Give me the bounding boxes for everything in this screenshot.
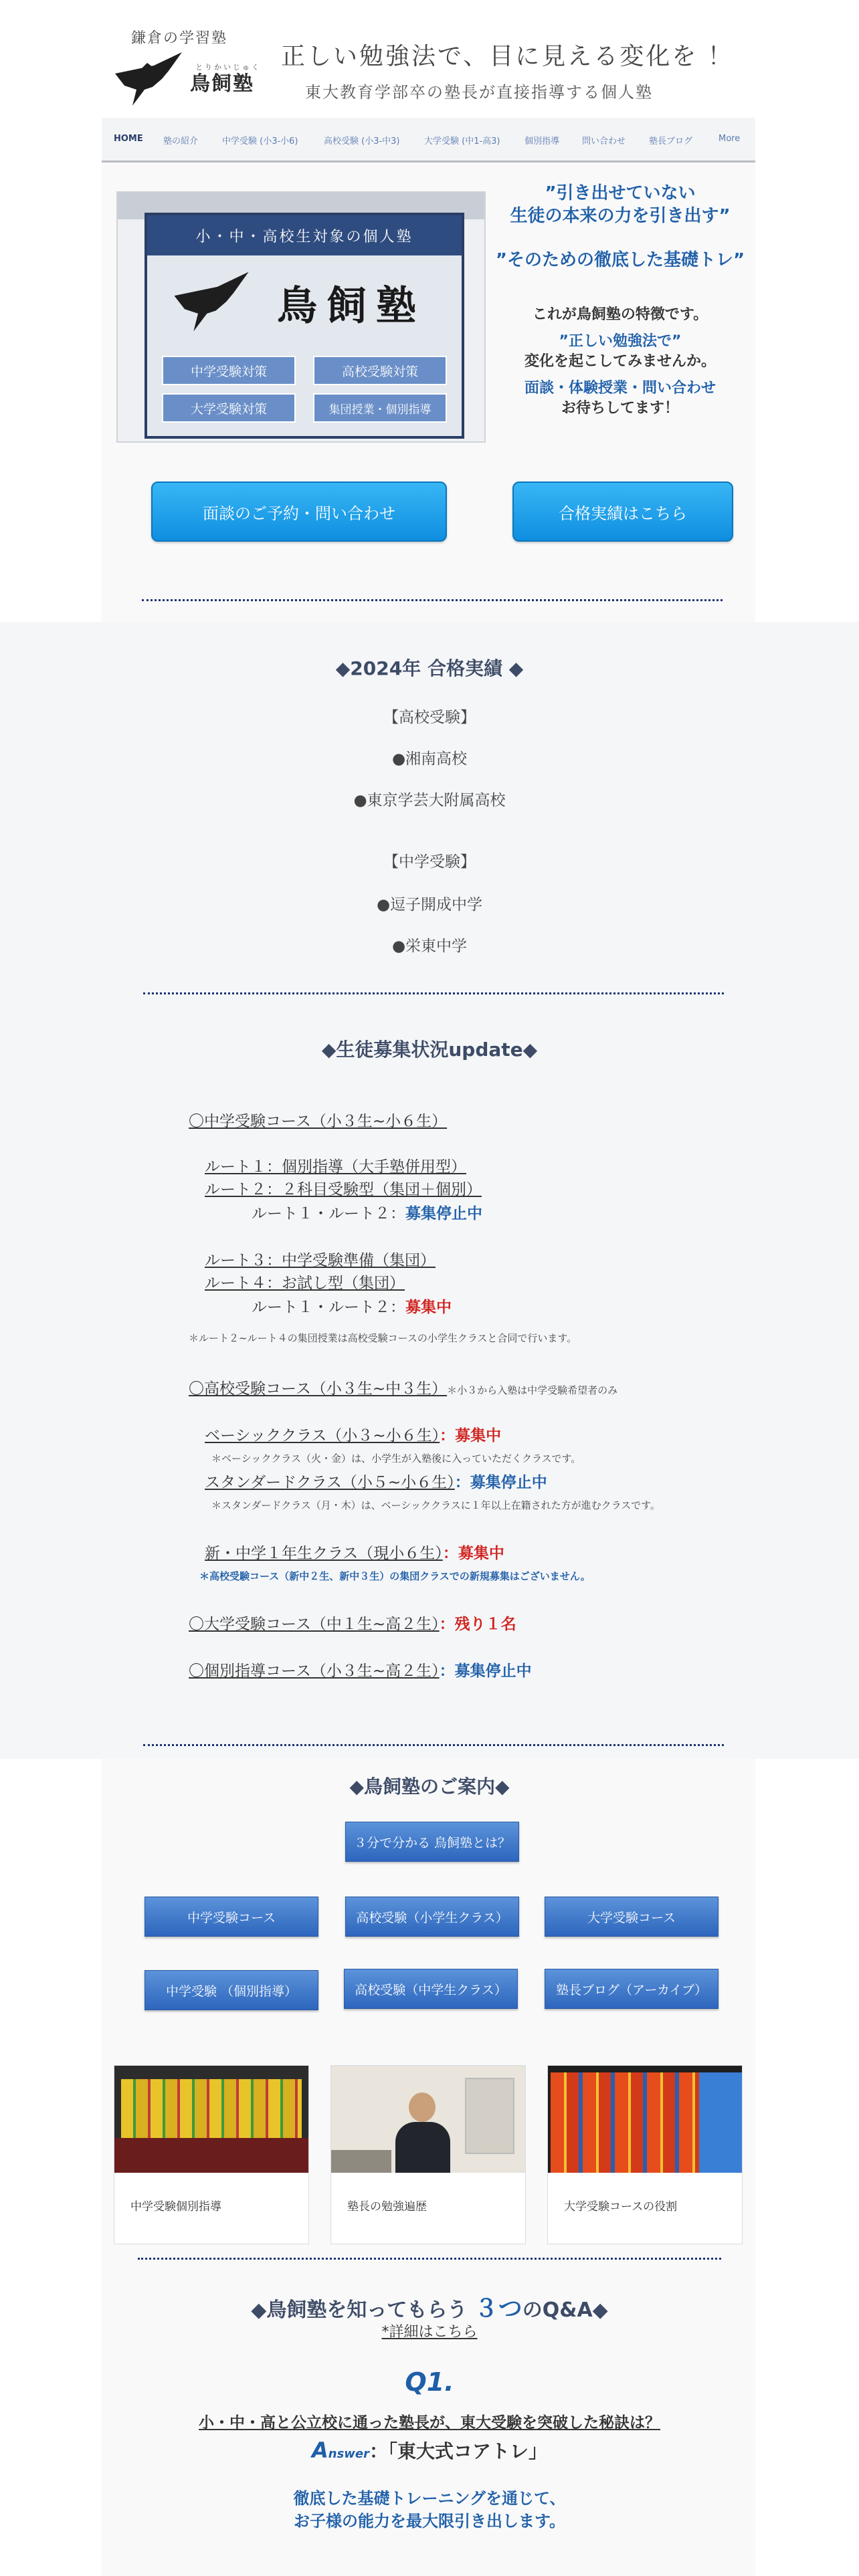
logo-ruby: とりかいじゅく <box>195 63 261 72</box>
route-3: ルート３：中学受験準備（集団） <box>205 1252 436 1269</box>
card-books-image <box>114 2066 308 2173</box>
standard-class-note: ＊スタンダードクラス（月・木）は、ベーシッククラスに１年以上在籍された方が進むクラスです。 <box>211 1499 660 1511</box>
results-high-2: ●東京学芸大附属高校 <box>353 792 506 809</box>
hero-line5: ”正しい勉強法で” <box>559 333 682 350</box>
qa-answer-line1: 徹底した基礎トレーニングを通じて、 <box>293 2489 566 2508</box>
sign-top-text: 小・中・高校生対象の個人塾 <box>147 215 462 255</box>
divider <box>138 2258 721 2260</box>
sign-label-junior: 中学受験対策 <box>162 356 296 385</box>
card-university-role[interactable] <box>547 2065 743 2244</box>
logo-name[interactable]: 鳥飼塾 <box>190 72 254 96</box>
qa-q1-label: Q1. <box>405 2367 454 2397</box>
course-individual-status: ：募集停止中 <box>439 1662 532 1680</box>
qa-q1-text: 小・中・高と公立校に通った塾長が、東大受験を突破した秘訣は？ <box>199 2414 660 2432</box>
nav-individual[interactable]: 個別指導 <box>524 136 560 146</box>
standard-class-status: ：募集停止中 <box>454 1474 547 1491</box>
hero-line7: 面談・体験授業・問い合わせ <box>524 380 716 397</box>
hero-text-block <box>483 182 757 419</box>
hero-line2: 生徒の本来の力を引き出す” <box>510 206 731 226</box>
nav-about[interactable]: 塾の紹介 <box>163 136 199 146</box>
route-note: ＊ルート２~ルート４の集団授業は高校受験コースの小学生クラスと合同で行います。 <box>189 1332 577 1344</box>
results-title: ◆2024年 合格実績 ◆ <box>335 657 524 679</box>
results-junior-2: ●栄東中学 <box>391 938 468 955</box>
hero-line6: 変化を起こしてみませんか。 <box>524 353 716 370</box>
nav-more[interactable]: More <box>719 134 741 144</box>
intro-video-button[interactable]: ３分で分かる 鳥飼塾とは？ <box>345 1822 519 1862</box>
route-12-status <box>252 1201 482 1223</box>
basic-class-note: ＊ベーシッククラス（火・金）は、小学生が入塾後に入っていただくクラスです。 <box>211 1453 581 1465</box>
crow-logo-icon[interactable] <box>112 48 185 108</box>
nav-university-exam[interactable]: 大学受験 (中1-高3) <box>424 136 500 146</box>
new-class-note: ＊高校受験コース（新中２生、新中３生）の集団クラスでの新規募集はございません。 <box>199 1570 591 1582</box>
guide-high-junior-button[interactable]: 高校受験（中学生クラス） <box>344 1969 518 2009</box>
results-high-1: ●湘南高校 <box>391 750 468 768</box>
divider <box>142 599 723 601</box>
card-label: 中学受験個別指導 <box>130 2200 221 2214</box>
standard-class-label: スタンダードクラス（小５~小６生） <box>205 1474 455 1491</box>
route-34-label: ルート１・ルート２： <box>252 1299 405 1316</box>
basic-class-status: ：募集中 <box>440 1427 502 1444</box>
new-class-status: ：募集中 <box>442 1545 504 1562</box>
card-label: 大学受験コースの役割 <box>564 2200 678 2214</box>
sign-label-university: 大学受験対策 <box>162 393 296 423</box>
site-subtagline: 東大教育学部卒の塾長が直接指導する個人塾 <box>305 83 653 102</box>
qa-title-pre: ◆鳥飼塾を知ってもらう <box>251 2298 474 2322</box>
recruit-title: ◆生徒募集状況update◆ <box>321 1039 538 1061</box>
qa-title-num: ３つ <box>474 2295 522 2323</box>
results-button[interactable]: 合格実績はこちら <box>512 481 733 542</box>
qa-title <box>0 2290 859 2324</box>
course-university <box>189 1612 516 1634</box>
new-class-label: 新・中学１年生クラス（現小６生） <box>205 1545 443 1562</box>
route-12-label: ルート１・ルート２： <box>252 1205 405 1222</box>
card-junior-individual[interactable] <box>114 2065 309 2244</box>
course-individual <box>189 1658 532 1681</box>
results-junior-header: 【中学受験】 <box>383 853 476 871</box>
qa-answer-a: A <box>311 2438 328 2463</box>
route-34-status-value: 募集中 <box>405 1299 452 1316</box>
qa-answer-line2: お子様の能力を最大限引き出します。 <box>293 2512 566 2531</box>
nav-junior-high-exam[interactable]: 中学受験 (小3-小6) <box>222 136 298 146</box>
site-tagline: 正しい勉強法で、目に見える変化を ！ <box>281 43 734 70</box>
hero-line4: これが鳥飼塾の特徴です。 <box>532 306 708 323</box>
course-university-label: 〇大学受験コース（中１生~高２生） <box>189 1616 440 1633</box>
guide-blog-archive-button[interactable]: 塾長ブログ（アーカイブ） <box>545 1969 719 2009</box>
route-12-status-value: 募集停止中 <box>405 1205 482 1222</box>
new-class <box>205 1541 504 1563</box>
guide-junior-exam-button[interactable]: 中学受験コース <box>145 1897 318 1937</box>
divider <box>143 992 724 994</box>
standard-class <box>205 1470 547 1492</box>
hero-signboard-image <box>116 191 486 443</box>
card-label: 塾長の勉強遍歴 <box>347 2200 427 2214</box>
qa-answer-rest: nswer <box>328 2447 369 2461</box>
route-1: ルート１：個別指導（大手塾併用型） <box>205 1158 466 1176</box>
guide-university-button[interactable]: 大学受験コース <box>545 1897 719 1937</box>
divider <box>143 1744 724 1746</box>
nav-high-school-exam[interactable]: 高校受験 (小3-中3) <box>324 136 400 146</box>
hero-line8: お待ちしてます！ <box>561 400 679 417</box>
card-university-books-image <box>548 2066 742 2173</box>
route-2: ルート２：２科目受験型（集団＋個別） <box>205 1181 482 1198</box>
sign-name-text: 鳥飼塾 <box>277 283 425 330</box>
route-4: ルート４：お試し型（集団） <box>205 1275 405 1292</box>
course-university-status: ：残り１名 <box>439 1616 516 1633</box>
nav-home[interactable]: HOME <box>114 134 143 144</box>
qa-title-post: のQ&A◆ <box>522 2298 608 2322</box>
logo-location-text: 鎌倉の学習塾 <box>131 30 228 47</box>
basic-class <box>205 1423 501 1445</box>
card-principal-photo <box>331 2066 525 2173</box>
sign-label-high: 高校受験対策 <box>313 356 447 385</box>
guide-junior-individual-button[interactable]: 中学受験 （個別指導） <box>145 1970 318 2010</box>
guide-high-elementary-button[interactable]: 高校受験（小学生クラス） <box>345 1897 519 1937</box>
main-nav <box>102 118 755 163</box>
qa-answer <box>0 2437 859 2464</box>
guide-title: ◆鳥飼塾のご案内◆ <box>349 1776 510 1798</box>
results-high-header: 【高校受験】 <box>383 709 476 726</box>
qa-answer-text: ：「東大式コアトレ」 <box>369 2440 548 2462</box>
sign-crow-icon <box>171 267 252 334</box>
course-high-exam-note: ＊小３から入塾は中学受験希望者のみ <box>447 1384 618 1396</box>
nav-blog[interactable]: 塾長ブログ <box>649 136 693 146</box>
course-high-exam <box>189 1376 617 1398</box>
sign-label-group: 集団授業・個別指導 <box>313 393 447 423</box>
results-junior-1: ●逗子開成中学 <box>376 896 483 914</box>
course-high-exam-label: 〇高校受験コース（小３生~中３生） <box>189 1380 448 1398</box>
hero-line3: ”そのための徹底した基礎トレ” <box>495 250 745 270</box>
qa-detail-link[interactable]: *詳細はこちら <box>381 2324 478 2341</box>
course-junior-exam: 〇中学受験コース（小３生~小６生） <box>189 1113 448 1130</box>
route-34-status <box>252 1295 452 1317</box>
basic-class-label: ベーシッククラス（小３~小６生） <box>205 1427 440 1444</box>
hero-line1: ”引き出せていない <box>545 183 696 203</box>
contact-reservation-button[interactable]: 面談のご予約・問い合わせ <box>151 481 447 542</box>
card-principal-history[interactable] <box>330 2065 526 2244</box>
nav-contact[interactable]: 問い合わせ <box>582 136 626 146</box>
course-individual-label: 〇個別指導コース（小３生~高２生） <box>189 1662 440 1680</box>
